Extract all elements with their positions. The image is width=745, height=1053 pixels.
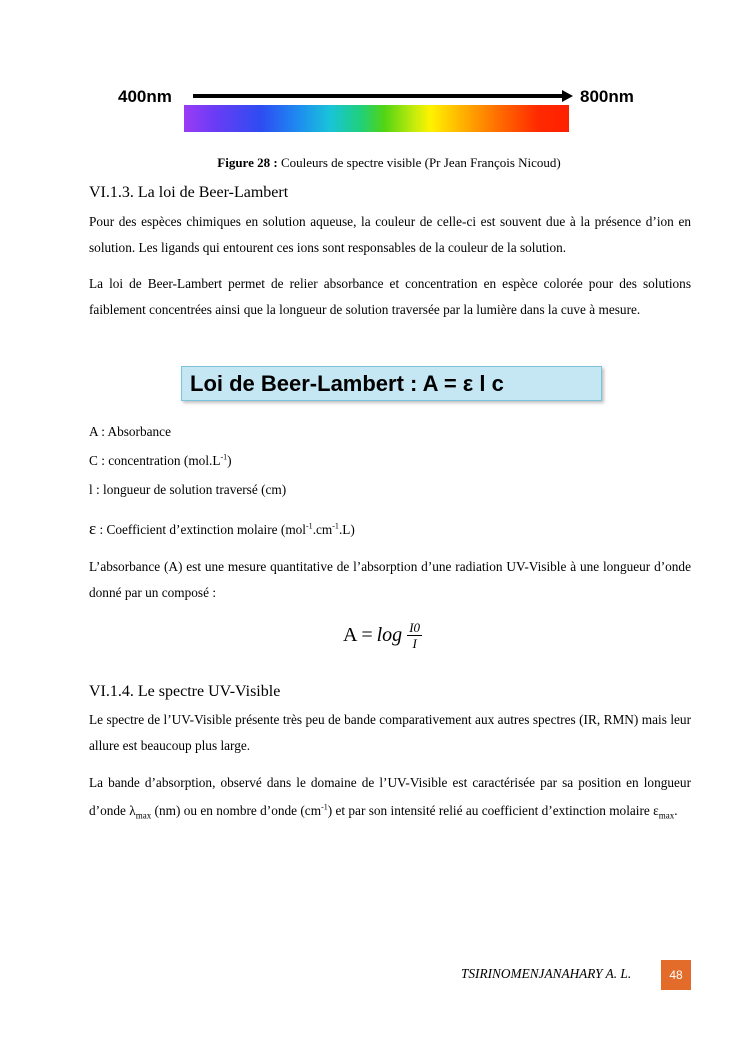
- lambda-max-subscript: max: [135, 810, 152, 821]
- definition-epsilon-text2: .cm: [312, 522, 333, 537]
- definition-concentration-exponent: -1: [220, 452, 228, 462]
- visible-spectrum-bar: [184, 105, 569, 132]
- formula-numerator: I0: [409, 620, 421, 635]
- definition-epsilon-text1: : Coefficient d’extinction molaire (mol: [96, 522, 307, 537]
- spectrum-arrow-head: [562, 90, 573, 102]
- absorption-band-text1: La bande d’absorption, observé dans le domaine de l’UV-Visible est caractérisée par sa position en longueur d’onde λ: [89, 775, 691, 818]
- spectrum-label-800: 800nm: [580, 87, 634, 106]
- beer-lambert-law-box: Loi de Beer-Lambert : A = ε l c: [181, 366, 602, 401]
- spectrum-arrow-line: [193, 94, 563, 98]
- definition-epsilon: [89, 519, 355, 539]
- formula-log: log: [376, 624, 403, 646]
- definition-epsilon-text3: .L): [338, 522, 355, 537]
- footer-author: TSIRINOMENJANAHARY A. L.: [461, 966, 632, 981]
- epsilon-symbol: ε: [89, 519, 97, 538]
- definition-length: l : longueur de solution traversé (cm): [89, 482, 287, 497]
- section-title-uv-visible: VI.1.4. Le spectre UV-Visible: [89, 683, 281, 700]
- page-number-badge: 48: [661, 960, 691, 990]
- definition-absorbance: A : Absorbance: [89, 424, 171, 439]
- figure-caption-label: Figure 28 :: [217, 155, 278, 170]
- definition-epsilon-exp2: -1: [332, 521, 339, 531]
- absorption-band-text3: ) et par son intensité relié au coefficient d’extinction molaire ε: [327, 803, 659, 818]
- definition-epsilon-exp1: -1: [306, 521, 313, 531]
- paragraph-beer-lambert: La loi de Beer-Lambert permet de relier absorbance et concentration en espèce colorée pour des solutions faiblement concentrées ainsi que la longueur de solution traversée par la lumière dans la cuve à mesure.: [89, 276, 691, 317]
- definition-concentration: [89, 453, 232, 469]
- figure-caption-text: Couleurs de spectre visible (Pr Jean François Nicoud): [277, 155, 561, 170]
- epsilon-max-subscript: max: [658, 810, 675, 821]
- paragraph-absorption-band: [89, 769, 691, 825]
- formula-fraction: [407, 620, 422, 651]
- paragraph-uv-spectrum: Le spectre de l’UV-Visible présente très peu de bande comparativement aux autres spectres (IR, RMN) mais leur allure est beaucoup plus large.: [89, 712, 691, 753]
- absorption-band-text4: .: [674, 803, 678, 818]
- definition-concentration-close: ): [227, 453, 232, 468]
- formula-denominator: I: [412, 636, 417, 651]
- figure-caption: [89, 155, 689, 171]
- paragraph-color-ions: Pour des espèces chimiques en solution aqueuse, la couleur de celle-ci est souvent due à la présence d’ion en solution. Les ligands qui entourent ces ions sont responsables de la couleur de la solution.: [89, 214, 691, 255]
- formula-lhs: A =: [343, 624, 373, 646]
- definition-concentration-text: C : concentration (mol.L: [89, 453, 221, 468]
- spectrum-label-400: 400nm: [118, 87, 172, 106]
- section-title-beer-lambert: VI.1.3. La loi de Beer-Lambert: [89, 184, 289, 201]
- wavenumber-exponent: -1: [321, 802, 328, 812]
- absorption-band-text2: (nm) ou en nombre d’onde (cm: [151, 803, 322, 818]
- paragraph-absorbance: L’absorbance (A) est une mesure quantitative de l’absorption d’une radiation UV-Visible à une longueur d’onde donné par un composé :: [89, 559, 691, 600]
- absorbance-formula: [343, 620, 422, 651]
